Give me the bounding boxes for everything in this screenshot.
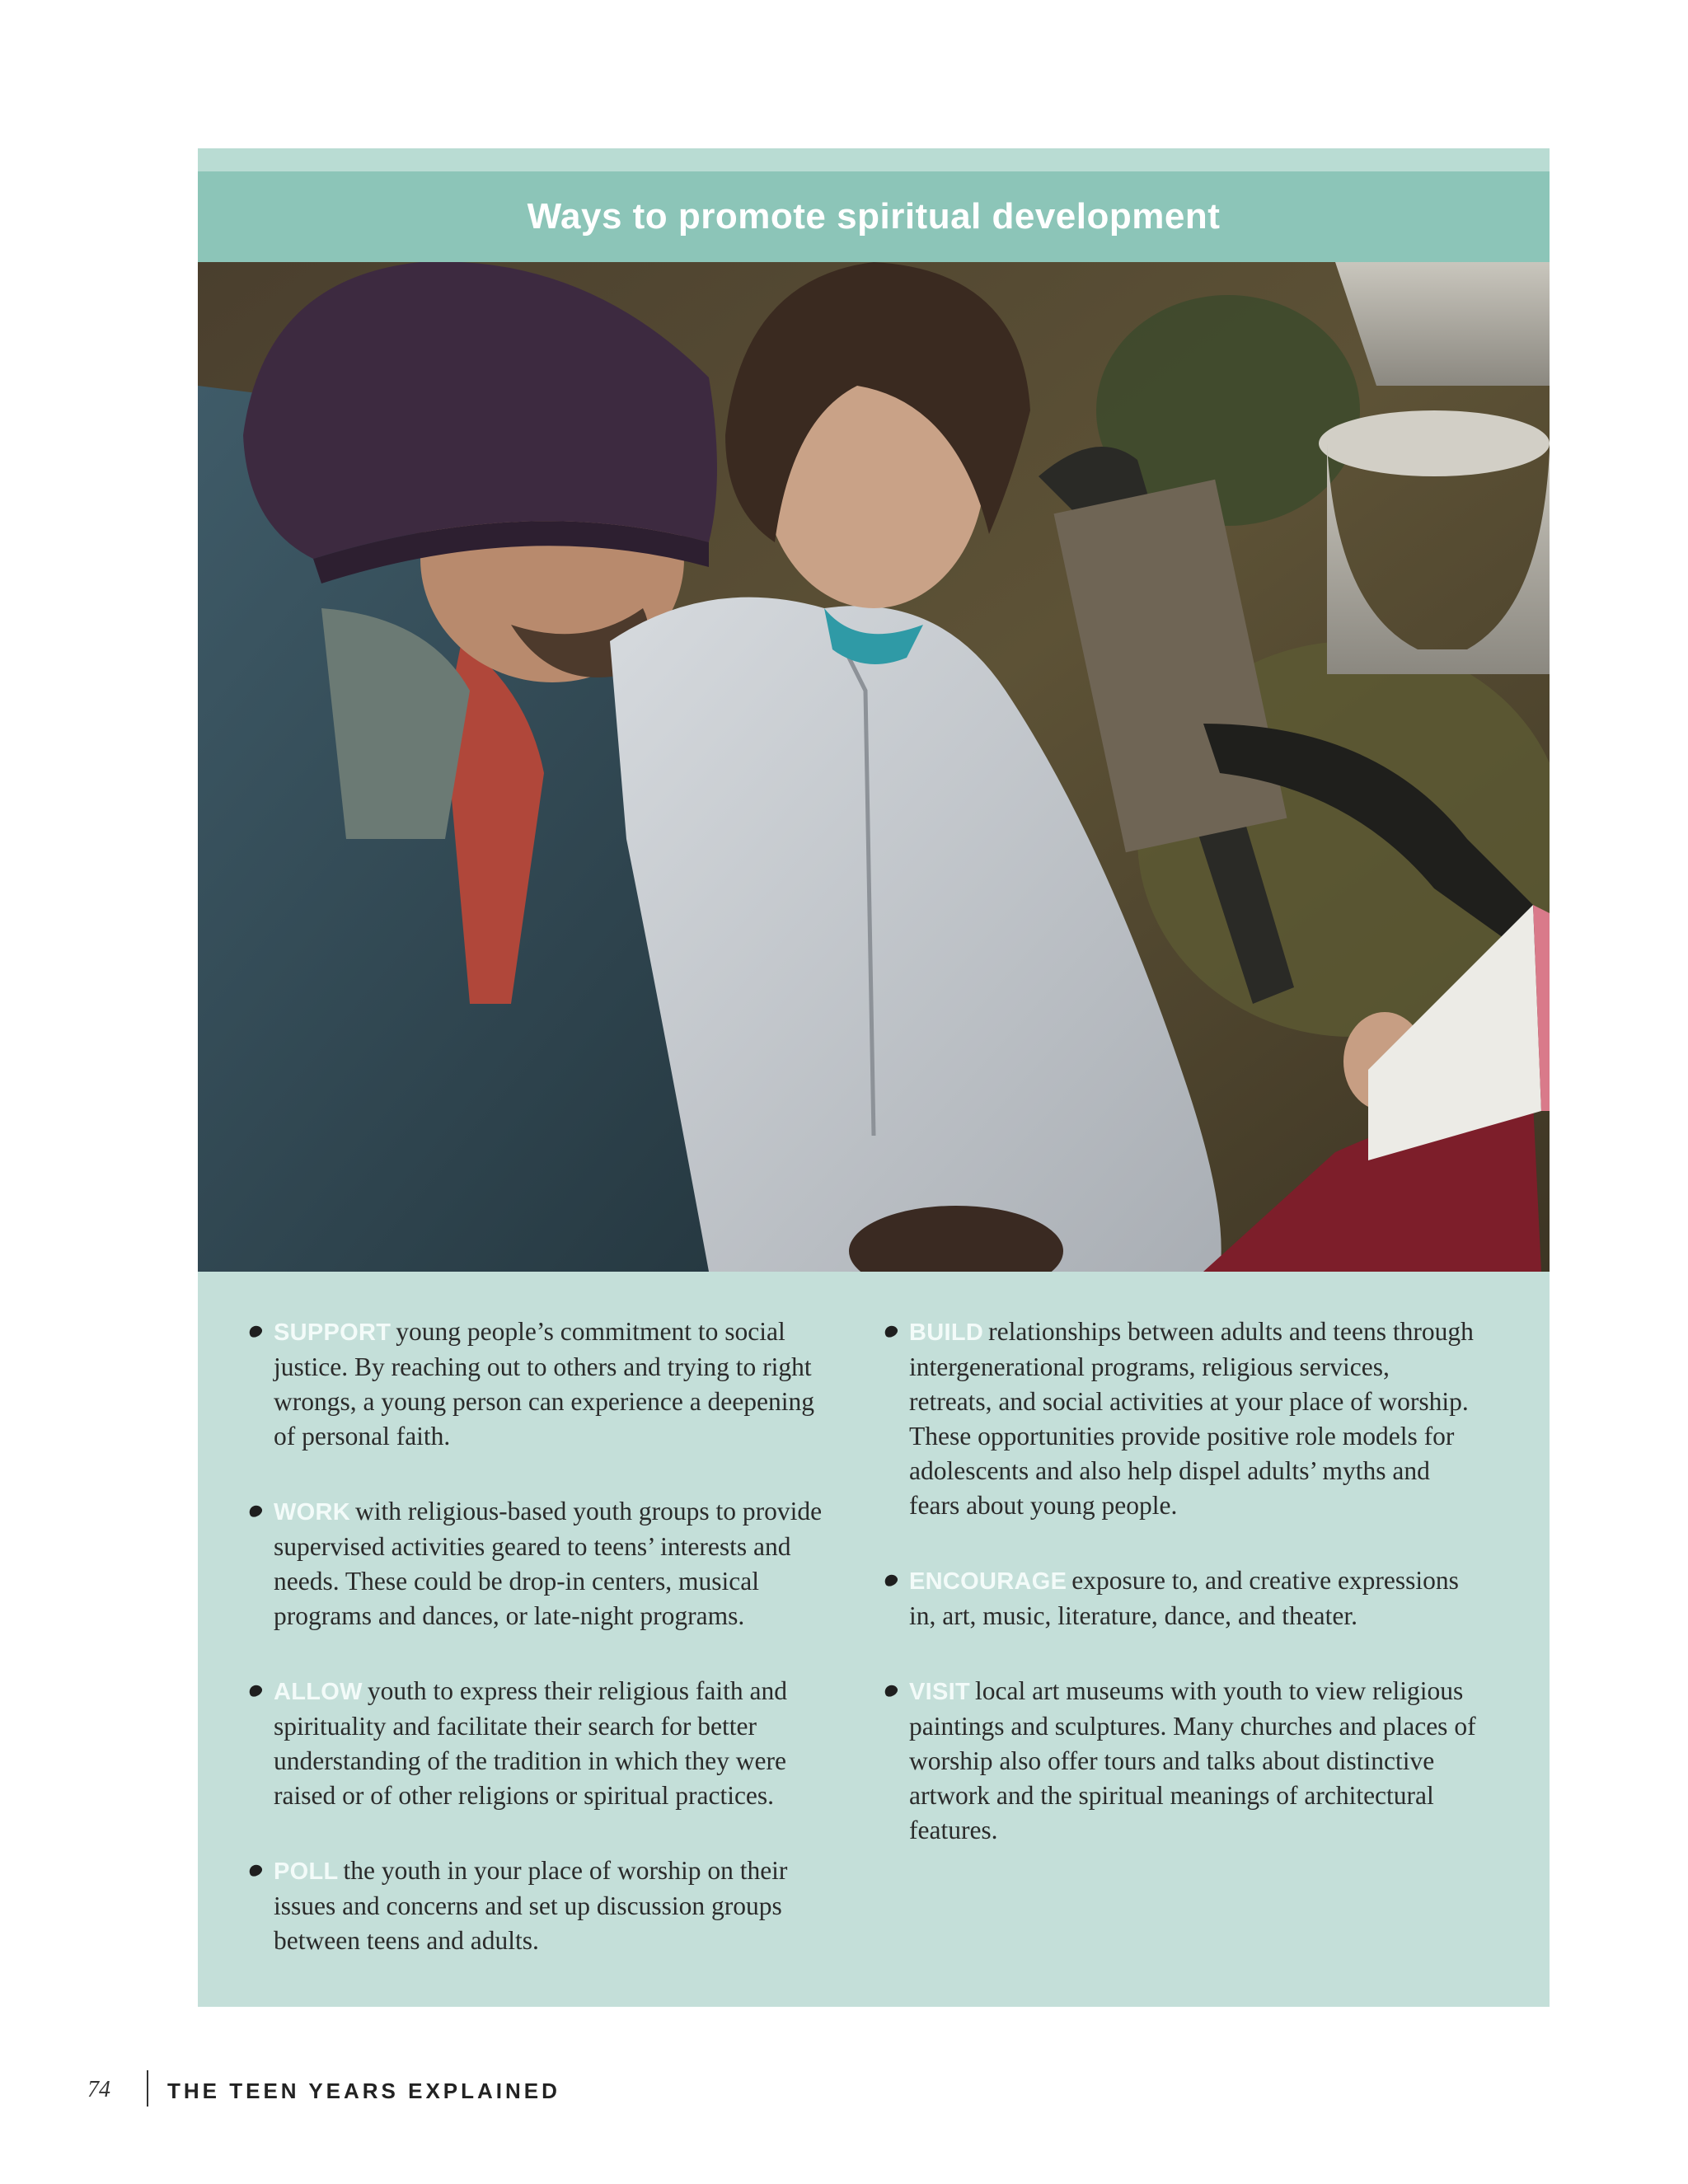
tip-text: young people’s commitment to social justice. By reaching out to others and trying to right wrongs, a young person can experience a deepening of personal faith. — [274, 1317, 814, 1451]
page-number: 74 — [87, 2077, 110, 2102]
photo-adult-and-teen-reading — [198, 262, 1550, 1272]
tip-text: relationships between adults and teens through intergenerational programs, religious services, retreats, and social activities at your place of worship. These opportunities provide positive role models for adolescents and also help dispel adults’ myths and fears about young people. — [909, 1317, 1474, 1520]
bullet-icon — [247, 1863, 264, 1878]
photo-illustration — [198, 262, 1550, 1272]
bullet-icon — [883, 1572, 899, 1588]
footer-divider — [147, 2070, 148, 2107]
tip-encourage — [884, 1563, 1478, 1633]
tip-work — [249, 1494, 842, 1633]
tip-text: local art museums with youth to view religious paintings and sculptures. Many churches and places of worship also offer tours and talks about distinctive artwork and the spiritual meanings of architectural features. — [909, 1676, 1476, 1844]
tip-text: exposure to, and creative expressions in, art, music, literature, dance, and theater. — [909, 1566, 1459, 1630]
bullet-icon — [247, 1324, 264, 1339]
tips-column-left — [249, 1315, 842, 1999]
tip-keyword: ENCOURAGE — [909, 1568, 1067, 1595]
tip-visit — [884, 1674, 1478, 1848]
tip-keyword: POLL — [274, 1858, 339, 1885]
bullet-icon — [883, 1683, 899, 1699]
tip-build — [884, 1315, 1478, 1523]
tip-text: with religious-based youth groups to provide supervised activities geared to teens’ interests and needs. These could be drop-in centers, musical programs and dances, or late-night programs. — [274, 1497, 823, 1630]
bullet-icon — [247, 1683, 264, 1699]
tip-support — [249, 1315, 842, 1454]
tip-keyword: ALLOW — [274, 1679, 363, 1705]
panel-header — [198, 171, 1550, 262]
tip-keyword: BUILD — [909, 1319, 984, 1346]
tip-text: youth to express their religious faith and spirituality and facilitate their search for better understanding of the tradition in which they were raised or of other religions or spiritual practices. — [274, 1676, 787, 1810]
tip-allow — [249, 1674, 842, 1813]
tip-poll — [249, 1854, 842, 1958]
tip-text: the youth in your place of worship on their issues and concerns and set up discussion groups between teens and adults. — [274, 1856, 788, 1955]
bullet-icon — [247, 1503, 264, 1519]
tip-keyword: VISIT — [909, 1679, 971, 1705]
tip-keyword: WORK — [274, 1499, 351, 1526]
tip-keyword: SUPPORT — [274, 1319, 392, 1346]
tips-column-right — [884, 1315, 1478, 1888]
panel-title: Ways to promote spiritual development — [527, 196, 1221, 237]
running-footer-title: THE TEEN YEARS EXPLAINED — [167, 2079, 560, 2103]
panel-top-strip — [198, 148, 1550, 171]
spiritual-development-panel — [198, 148, 1550, 2007]
bullet-icon — [883, 1324, 899, 1339]
